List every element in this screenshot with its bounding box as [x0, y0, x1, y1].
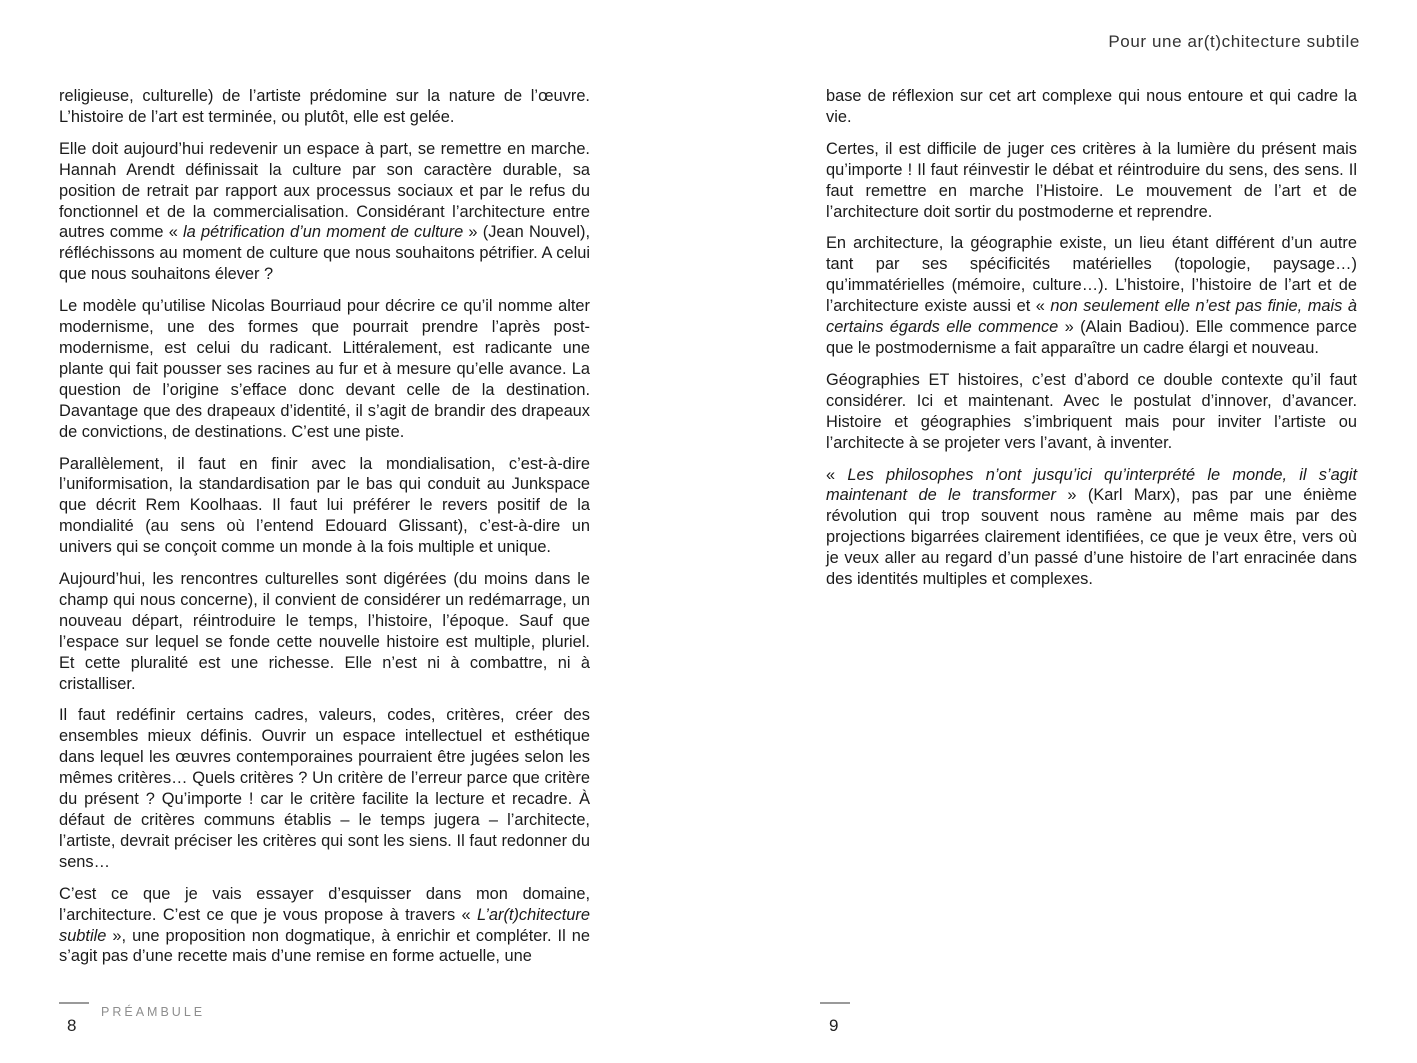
text-run: » (Alain Badiou). Elle commence parce que le postmodernisme a fait apparaître un cadre élargi et nouveau.	[826, 318, 1357, 357]
paragraph	[826, 370, 1357, 454]
text-run: Géographies ET histoires, c’est d’abord ce double contexte qu’il faut considérer. Ici et maintenant. Avec le postulat d’innover, d’avancer. Histoire et géographies s’imbriquent mais pour inviter l’artiste ou l’architecte à se projeter vers l’avant, à inventer.	[826, 370, 1357, 452]
footer-rule	[59, 1002, 89, 1004]
text-run: Parallèlement, il faut en finir avec la mondialisation, c’est-à-dire l’uniformisation, la standardisation par le bas qui conduit au Junkspace que décrit Rem Koolhaas. Il faut lui préférer le revers positif de la mondialité (au sens où l’entend Edouard Glissant), c’est-à-dire un univers qui se conçoit comme un monde à la fois multiple et unique.	[59, 454, 590, 557]
footer-rule	[820, 1002, 850, 1004]
paragraph	[826, 233, 1357, 358]
right-page-body	[826, 86, 1357, 601]
text-run: En architecture, la géographie existe, un lieu étant différent d’un autre tant par ses spécificités matérielles (topologie, paysage…) qu’immatérielles (mémoire, culture…). L’histoire, l’histoire de l’art et de l’architecture existe aussi et «	[826, 234, 1357, 316]
text-run: Le modèle qu’utilise Nicolas Bourriaud pour décrire ce qu’il nomme alter modernisme, une des formes que pourrait prendre l’après post-modernisme, est celui du radicant. Littéralement, est radicante une plante qui fait pousser ses racines au fur et à mesure qu’elle avance. La question de l’origine s’efface donc devant celle de la destination. Davantage que des drapeaux d’identité, il s’agit de brandir des drapeaux de convictions, de destinations. C’est une piste.	[59, 297, 590, 441]
paragraph	[826, 465, 1357, 590]
text-run: Certes, il est difficile de juger ces critères à la lumière du présent mais qu’importe ! Il faut réinvestir le débat et réintroduire du sens, des sens. Il faut remettre en marche l’Histoire. Le mouvement de l’art et de l’architecture doit sortir du postmoderne et reprendre.	[826, 139, 1357, 221]
paragraph	[59, 705, 590, 872]
paragraph	[59, 454, 590, 559]
italic-quote: la pétrification d’un moment de culture	[183, 223, 464, 242]
page-number: 9	[829, 1016, 839, 1035]
running-head: Pour une ar(t)chitecture subtile	[1108, 32, 1360, 51]
paragraph	[826, 86, 1357, 128]
section-label: PRÉAMBULE	[101, 1005, 206, 1019]
text-run: », une proposition non dogmatique, à enrichir et compléter. Il ne s’agit pas d’une recette mais d’une remise en forme actuelle, une	[59, 926, 590, 966]
italic-quote: non seulement elle n’est pas finie, mais à certains égards elle commence	[826, 297, 1357, 337]
text-run: «	[826, 465, 848, 484]
text-run: base de réflexion sur cet art complexe qui nous entoure et qui cadre la vie.	[826, 87, 1357, 126]
paragraph	[59, 569, 590, 694]
italic-quote: Les philosophes n’ont jusqu’ici qu’interprété le monde, il s’agit maintenant de le transformer	[826, 465, 1357, 505]
right-page	[708, 0, 1417, 1063]
text-run: » (Jean Nouvel), réfléchissons au moment de culture que nous souhaitons pétrifier. A celui que nous souhaitons élever ?	[59, 223, 590, 284]
left-page	[0, 0, 708, 1063]
paragraph	[826, 139, 1357, 223]
text-run: C’est ce que je vais essayer d’esquisser dans mon domaine, l’architecture. C’est ce que je vous propose à travers «	[59, 884, 590, 924]
paragraph	[59, 86, 590, 128]
paragraph	[59, 296, 590, 442]
text-run: Elle doit aujourd’hui redevenir un espace à part, se remettre en marche. Hannah Arendt définissait la culture par son caractère durable, sa position de retrait par rapport aux processus sociaux et par le refus du fonctionnel et de la commercialisation. Considérant l’architecture entre autres comme «	[59, 139, 590, 242]
text-run: » (Karl Marx), pas par une énième révolution qui trop souvent nous ramène au même mais par des projections bigarrées clairement identifiées, ce que je veux être, vers où je veux aller au regard d’un passé d’une histoire de l’art enracinée dans des identités multiples et complexes.	[826, 486, 1357, 589]
italic-quote: L’ar(t)chitecture subtile	[59, 905, 590, 945]
paragraph	[59, 884, 590, 968]
page-number: 8	[67, 1016, 77, 1035]
left-page-body	[59, 86, 590, 978]
text-run: Aujourd’hui, les rencontres culturelles sont digérées (du moins dans le champ qui nous concerne), il convient de considérer un redémarrage, un nouveau départ, réintroduire le temps, l’histoire, l’époque. Sauf que l’espace sur lequel se fonde cette nouvelle histoire est multiple, pluriel. Et cette pluralité est une richesse. Elle n’est ni à combattre, ni à cristalliser.	[59, 570, 590, 693]
paragraph	[59, 139, 590, 285]
text-run: religieuse, culturelle) de l’artiste prédomine sur la nature de l’œuvre. L’histoire de l’art est terminée, ou plutôt, elle est gelée.	[59, 87, 590, 126]
text-run: Il faut redéfinir certains cadres, valeurs, codes, critères, créer des ensembles mieux définis. Ouvrir un espace intellectuel et esthétique dans lequel les œuvres contemporaines pourraient être jugées selon les mêmes critères… Quels critères ? Un critère de l’erreur parce que critère du présent ? Qu’importe ! car le critère facilite la lecture et recadre. À défaut de critères communs établis – le temps jugera – l’architecte, l’artiste, devrait préciser les critères qui sont les siens. Il faut redonner du sens…	[59, 706, 590, 871]
